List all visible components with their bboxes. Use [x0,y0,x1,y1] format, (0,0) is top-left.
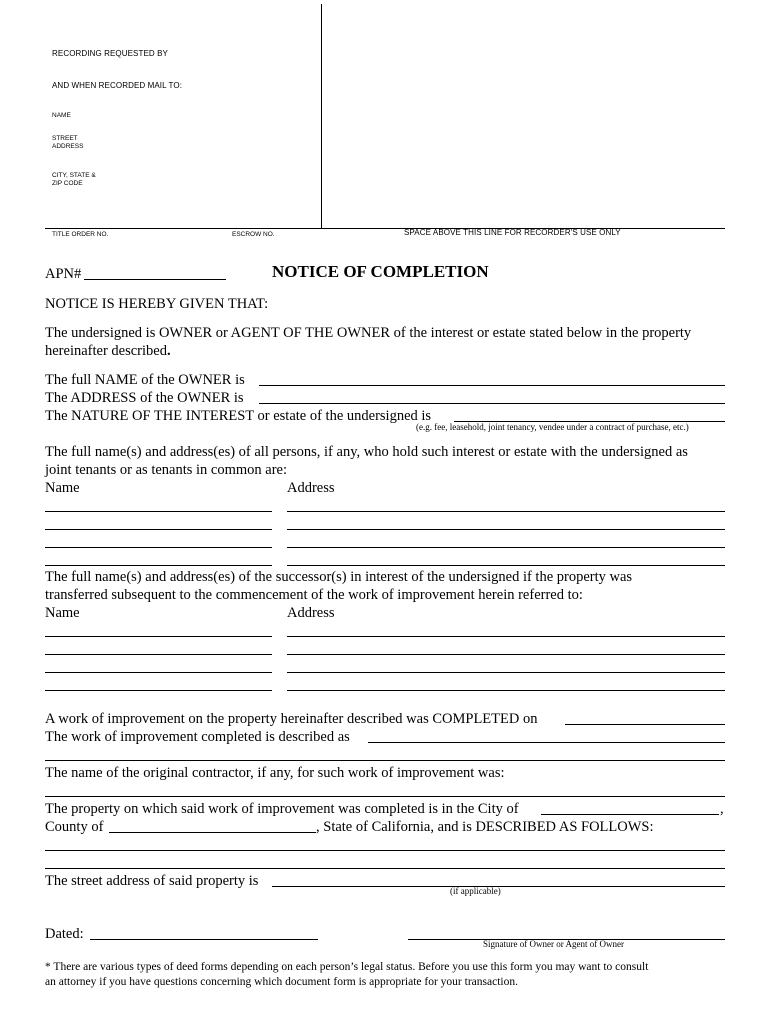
escrow-label: ESCROW NO. [232,231,275,238]
county-field[interactable] [109,832,316,833]
state-described-label: , State of California, and is DESCRIBED AS FOLLOWS: [316,819,654,835]
joint-line-1: The full name(s) and address(es) of all persons, if any, who hold such interest or estate with the undersigned as [45,444,688,460]
dated-label: Dated: [45,926,84,942]
intro-period: . [166,343,171,359]
city-label-line2: ZIP CODE [52,180,83,187]
description-field-1[interactable] [45,850,725,851]
joint-name-field[interactable] [45,565,272,566]
joint-address-field[interactable] [287,565,725,566]
street-label-line2: ADDRESS [52,143,84,150]
city-of-label: The property on which said work of improvement was completed is in the City of [45,801,519,817]
successor-address-field[interactable] [287,636,725,637]
contractor-field[interactable] [45,796,725,797]
owner-name-label: The full NAME of the OWNER is [45,372,245,388]
street-label [52,135,83,151]
owner-address-field[interactable] [259,403,725,404]
successor-address-field[interactable] [287,672,725,673]
completed-on-field[interactable] [565,724,725,725]
described-as-field[interactable] [368,742,725,743]
street-label-line1: STREET [52,135,78,142]
joint-name-field[interactable] [45,529,272,530]
successor-name-field[interactable] [45,654,272,655]
city-label [52,172,96,188]
city-comma: , [720,801,724,817]
recorder-line [45,228,725,229]
when-recorded-mail-to: AND WHEN RECORDED MAIL TO: [52,81,183,90]
apn-label: APN# [45,266,82,282]
apn-field[interactable] [84,279,226,280]
page-title: NOTICE OF COMPLETION [272,262,489,281]
described-as-label: The work of improvement completed is described as [45,729,350,745]
successor-name-field[interactable] [45,672,272,673]
signature-label: Signature of Owner or Agent of Owner [483,939,624,949]
successor-line-1: The full name(s) and address(es) of the successor(s) in interest of the undersigned if the property was [45,569,633,585]
joint-address-field[interactable] [287,529,725,530]
joint-name-field[interactable] [45,511,272,512]
owner-name-field[interactable] [259,385,725,386]
joint-line-2: joint tenants or as tenants in common are: [45,462,288,478]
successor-address-field[interactable] [287,654,725,655]
successor-address-field[interactable] [287,690,725,691]
intro-line-2: hereinafter described. [45,343,171,359]
joint-name-field[interactable] [45,547,272,548]
county-label: County of [45,819,104,835]
footnote-line-1: * There are various types of deed forms depending on each person’s legal status. Before you use this form you may want to consult [45,961,649,973]
city-of-field[interactable] [541,814,719,815]
joint-name-header: Name [45,480,80,496]
street-address-label: The street address of said property is [45,873,259,889]
header-divider [321,4,322,228]
contractor-label: The name of the original contractor, if any, for such work of improvement was: [45,765,505,781]
completed-on-label: A work of improvement on the property hereinafter described was COMPLETED on [45,711,538,727]
joint-address-field[interactable] [287,547,725,548]
nature-label: The NATURE OF THE INTEREST or estate of the undersigned is [45,408,432,424]
successor-name-field[interactable] [45,636,272,637]
joint-address-field[interactable] [287,511,725,512]
successor-name-field[interactable] [45,690,272,691]
dated-field[interactable] [90,939,318,940]
name-label: NAME [52,112,71,119]
description-field-2[interactable] [45,868,725,869]
recorder-space-label: SPACE ABOVE THIS LINE FOR RECORDER'S USE ONLY [404,228,621,237]
if-applicable-hint: (if applicable) [450,886,501,896]
described-as-field-2[interactable] [45,760,725,761]
owner-address-label: The ADDRESS of the OWNER is [45,390,244,406]
notice-given: NOTICE IS HEREBY GIVEN THAT: [45,296,269,312]
title-order-label: TITLE ORDER NO. [52,231,109,238]
intro-line-1: The undersigned is OWNER or AGENT OF THE OWNER of the interest or estate stated below in the property [45,325,692,341]
successor-address-header: Address [287,605,335,621]
nature-hint: (e.g. fee, leasehold, joint tenancy, vendee under a contract of purchase, etc.) [416,422,689,432]
joint-address-header: Address [287,480,335,496]
successor-name-header: Name [45,605,80,621]
footnote-line-2: an attorney if you have questions concerning which document form is appropriate for your transaction. [45,976,518,988]
recording-requested-by: RECORDING REQUESTED BY [52,49,168,58]
successor-line-2: transferred subsequent to the commencement of the work of improvement herein referred to: [45,587,583,603]
city-label-line1: CITY, STATE & [52,172,96,179]
